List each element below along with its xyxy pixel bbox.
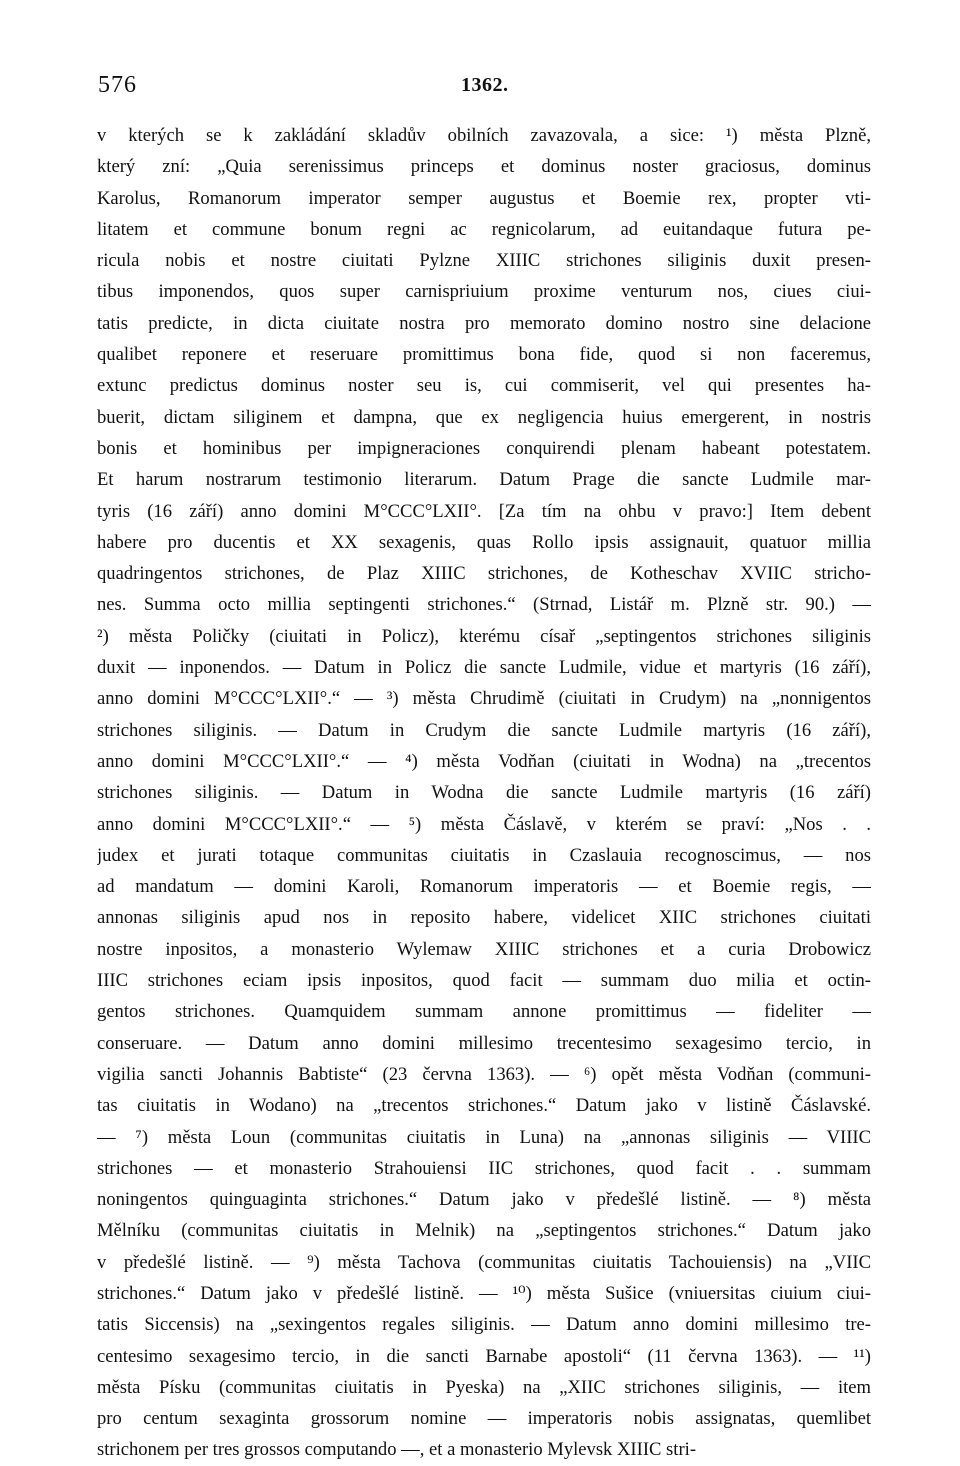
text-line: strichones siliginis. — Datum in Crudym die sancte Ludmile martyris (16 září), (97, 719, 871, 741)
text-line: buerit, dictam siliginem et dampna, que ex negligencia huius emergerent, in nostris (97, 406, 871, 428)
text-line: centesimo sexagesimo tercio, in die sancti Barnabe apostoli“ (11 června 1363). — ¹¹) (97, 1345, 871, 1367)
text-line: IIIC strichones eciam ipsis inpositos, quod facit — summam duo milia et octin- (97, 970, 871, 992)
body-text (97, 120, 871, 1466)
text-line: duxit — inponendos. — Datum in Policz die sancte Ludmile, vidue et martyris (16 září), (97, 657, 871, 679)
text-line: qualibet reponere et reseruare promittimus bona fide, quod si non faceremus, (97, 344, 871, 366)
text-line: který zní: „Quia serenissimus princeps et dominus noster graciosus, dominus (97, 156, 871, 178)
text-line: noningentos quinguaginta strichones.“ Datum jako v předešlé listině. — ⁸) města (97, 1189, 871, 1211)
text-line: conseruare. — Datum anno domini millesimo trecentesimo sexagesimo tercio, in (97, 1032, 871, 1054)
text-line: vigilia sancti Johannis Babtiste“ (23 června 1363). — ⁶) opět města Vodňan (communi- (97, 1063, 871, 1085)
text-line: tatis Siccensis) na „sexingentos regales siliginis. — Datum anno domini millesimo tre- (97, 1314, 871, 1336)
text-line: strichones.“ Datum jako v předešlé listině. — ¹⁰) města Sušice (vniuersitas ciuium ciui- (97, 1282, 871, 1304)
text-line: anno domini M°CCC°LXII°.“ — ⁵) města Čáslavě, v kterém se praví: „Nos . . (97, 813, 871, 835)
text-line: extunc predictus dominus noster seu is, cui commiserit, vel qui presentes ha- (97, 375, 871, 397)
text-line: Et harum nostrarum testimonio literarum. Datum Prage die sancte Ludmile mar- (97, 469, 871, 491)
text-line: v kterých se k zakládání skladův obilních zavazovala, a sice: ¹) města Plzně, (97, 125, 871, 146)
text-line: strichonem per tres grossos computando —, et a monasterio Mylevsk XIIIC stri- (97, 1439, 697, 1461)
text-line: annonas siliginis apud nos in reposito habere, videlicet XIIC strichones ciuitati (97, 907, 871, 929)
text-line: tibus imponendos, quos super carnispriuium proxime venturum nos, ciues ciui- (97, 281, 871, 303)
text-line: tatis predicte, in dicta ciuitate nostra pro memorato domino nostro sine delacione (97, 312, 871, 334)
text-line: Mělníku (communitas ciuitatis in Melnik) na „septingentos strichones.“ Datum jako (97, 1220, 871, 1242)
text-line: habere pro ducentis et XX sexagenis, quas Rollo ipsis assignauit, quatuor millia (97, 531, 871, 553)
text-line: — ⁷) města Loun (communitas ciuitatis in Luna) na „annonas siliginis — VIIIC (97, 1126, 871, 1148)
text-line: litatem et commune bonum regni ac regnicolarum, ad euitandaque futura pe- (97, 218, 871, 240)
text-line: strichones siliginis. — Datum in Wodna die sancte Ludmile martyris (16 září) (97, 782, 871, 804)
text-line: ²) města Poličky (ciuitati in Policz), kterému císař „septingentos strichones siliginis (97, 625, 871, 647)
running-header-year: 1362. (461, 74, 509, 96)
text-line: Karolus, Romanorum imperator semper augustus et Boemie rex, propter vti- (97, 187, 871, 209)
text-line: v předešlé listině. — ⁹) města Tachova (communitas ciuitatis Tachouiensis) na „VIIC (97, 1251, 871, 1273)
text-line: judex et jurati totaque communitas ciuitatis in Czaslauia recognoscimus, — nos (97, 844, 871, 866)
text-line: anno domini M°CCC°LXII°.“ — ³) města Chrudimě (ciuitati in Crudym) na „nonnigentos (97, 688, 871, 710)
page-number: 576 (98, 72, 137, 98)
text-line: tas ciuitatis in Wodano) na „trecentos strichones.“ Datum jako v listině Čáslavské. (97, 1095, 871, 1117)
text-line: ad mandatum — domini Karoli, Romanorum imperatoris — et Boemie regis, — (97, 876, 871, 898)
text-line: bonis et hominibus per impigneraciones conquirendi plenam habeant potestatem. (97, 437, 871, 459)
text-line: ricula nobis et nostre ciuitati Pylzne XIIIC strichones siliginis duxit presen- (97, 250, 871, 272)
text-line: quadringentos strichones, de Plaz XIIIC strichones, de Kotheschav XVIIC stricho- (97, 563, 871, 585)
text-line: tyris (16 září) anno domini M°CCC°LXII°. [Za tím na ohbu v pravo:] Item debent (97, 500, 871, 522)
text-line: gentos strichones. Quamquidem summam annone promittimus — fideliter — (97, 1001, 871, 1023)
text-line: pro centum sexaginta grossorum nomine — imperatoris nobis assignatas, quemlibet (97, 1408, 871, 1430)
text-line: města Písku (communitas ciuitatis in Pyeska) na „XIIC strichones siliginis, — item (97, 1376, 871, 1398)
text-line: strichones — et monasterio Strahouiensi IIC strichones, quod facit . . summam (97, 1157, 871, 1179)
text-line: anno domini M°CCC°LXII°.“ — ⁴) města Vodňan (ciuitati in Wodna) na „trecentos (97, 750, 871, 772)
text-line: nes. Summa octo millia septingenti strichones.“ (Strnad, Listář m. Plzně str. 90.) — (97, 594, 871, 616)
text-line: nostre inpositos, a monasterio Wylemaw XIIIC strichones et a curia Drobowicz (97, 938, 871, 960)
